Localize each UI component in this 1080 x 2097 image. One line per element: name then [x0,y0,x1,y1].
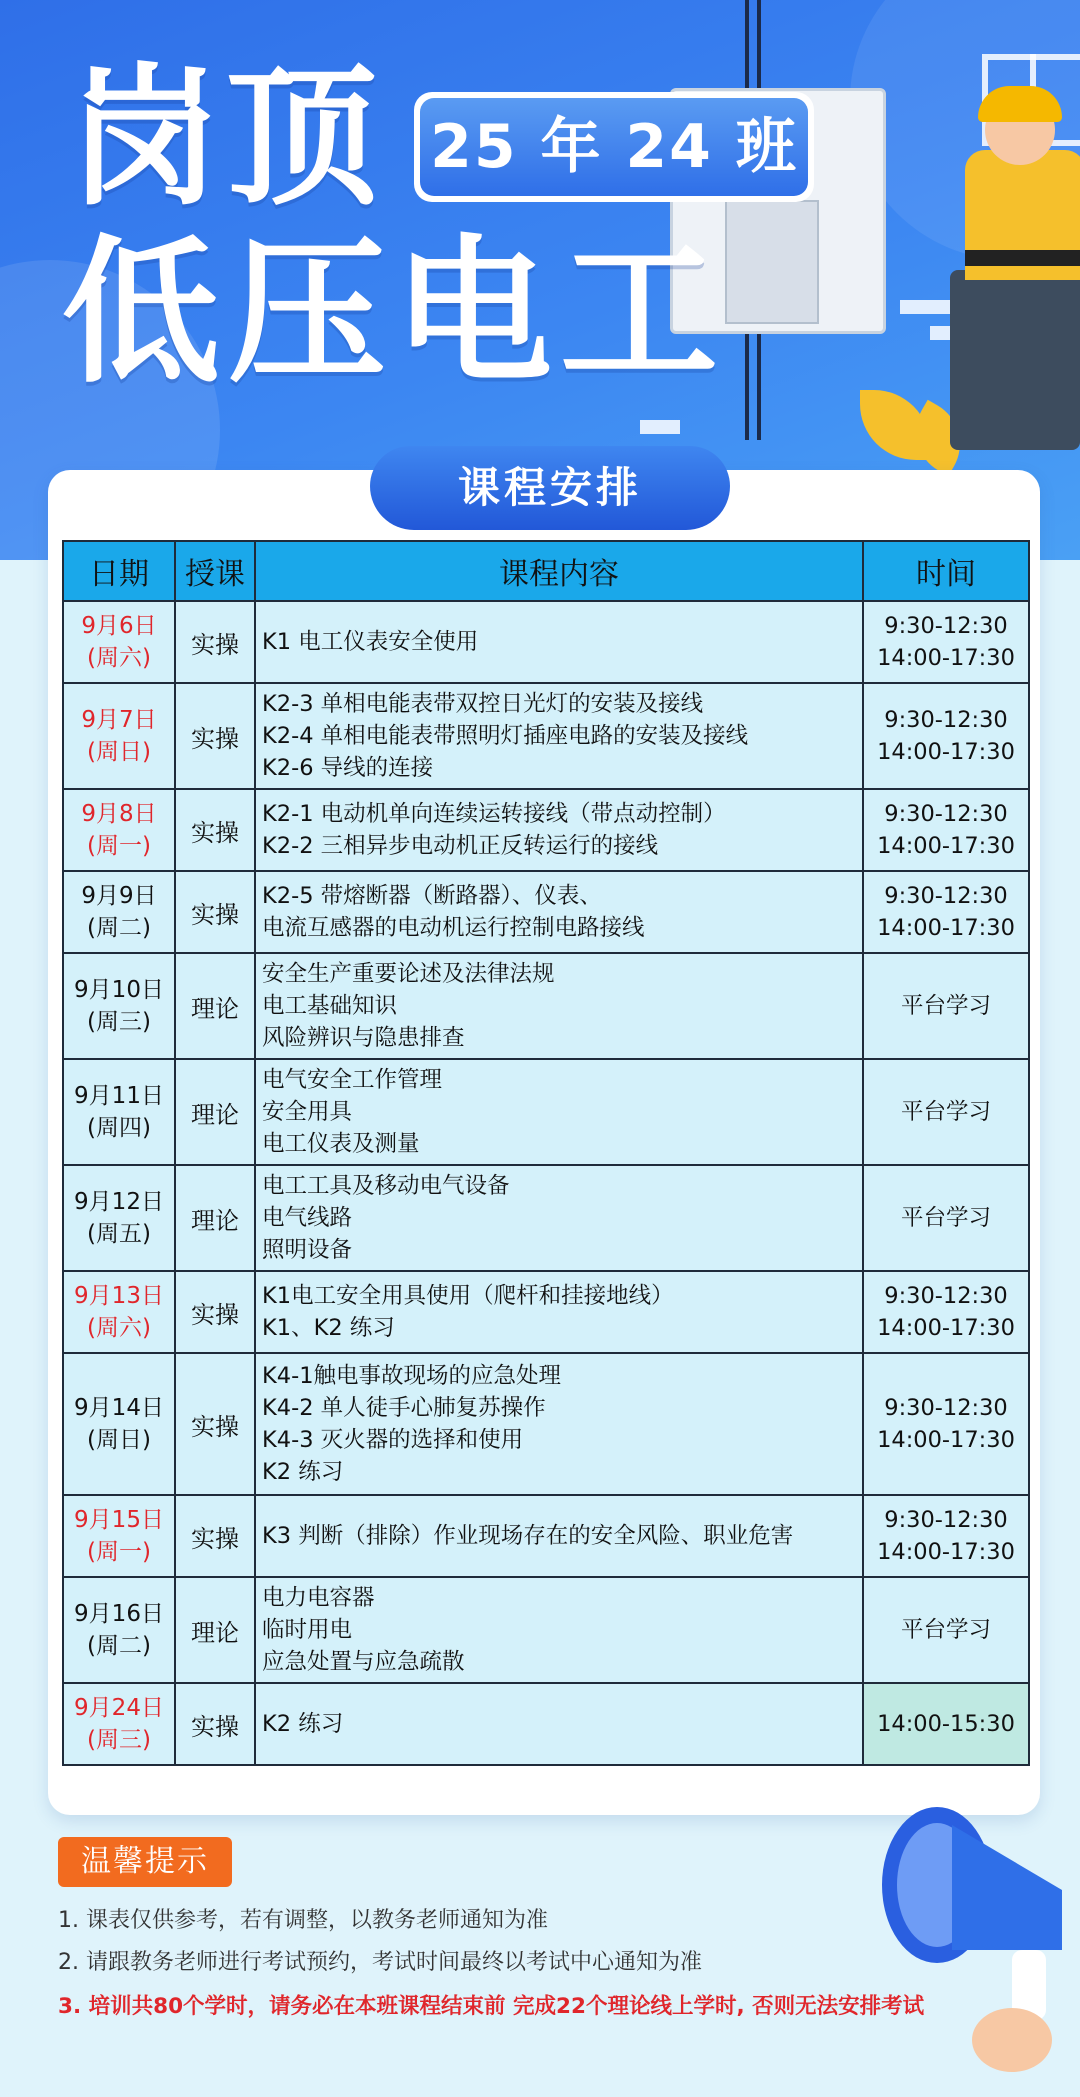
weekday-text: (周一) [87,1539,151,1565]
tip-item: 2. 请跟教务老师进行考试预约，考试时间最终以考试中心通知为准 [58,1950,702,1975]
cell-type: 实操 [175,601,255,683]
content-line: 风险辨识与隐患排查 [262,1025,465,1051]
weekday-text: (周二) [87,915,151,941]
time-line: 14:00-17:30 [877,1539,1015,1565]
date-text: 9月15日 [74,1507,164,1533]
cell-content [255,1353,863,1495]
content-line: 电工工具及移动电气设备 [262,1173,510,1199]
header-content: 课程内容 [255,541,863,601]
cell-date [63,601,175,683]
class-badge-text: 25 年 24 班 [420,98,808,196]
date-text: 9月7日 [81,707,157,733]
date-text: 9月12日 [74,1189,164,1215]
date-text: 9月6日 [81,613,157,639]
cell-date [63,953,175,1059]
table-row [63,953,1029,1059]
section-title: 课程安排 [370,446,730,530]
worker-belt [965,250,1080,266]
content-line: 照明设备 [262,1237,353,1263]
cell-date [63,1577,175,1683]
cell-content [255,1683,863,1765]
content-line: K1、K2 练习 [262,1315,395,1341]
cell-date [63,1059,175,1165]
time-line: 平台学习 [900,1205,991,1231]
table-row [63,871,1029,953]
worker-illustration [950,270,1080,450]
cell-time [863,1577,1029,1683]
content-line: 电气安全工作管理 [262,1067,443,1093]
cell-type: 理论 [175,1059,255,1165]
electrical-panel-inner [725,200,819,324]
cell-type: 实操 [175,871,255,953]
weekday-text: (周六) [87,1315,151,1341]
cell-content [255,1271,863,1353]
cell-time [863,1059,1029,1165]
content-line: K2-4 单相电能表带照明灯插座电路的安装及接线 [262,723,749,749]
cell-time [863,1353,1029,1495]
cell-content [255,789,863,871]
table-row [63,1271,1029,1353]
time-line: 14:00-17:30 [877,1427,1015,1453]
header-type: 授课 [175,541,255,601]
content-line: 电流互感器的电动机运行控制电路接线 [262,915,645,941]
date-text: 9月14日 [74,1395,164,1421]
weekday-text: (周六) [87,645,151,671]
content-line: K3 判断（排除）作业现场存在的安全风险、职业危害 [262,1523,794,1549]
cell-content [255,601,863,683]
table-row [63,683,1029,789]
header-date: 日期 [63,541,175,601]
cell-type: 实操 [175,1495,255,1577]
time-line: 9:30-12:30 [884,1395,1008,1421]
cell-type: 实操 [175,1271,255,1353]
content-line: K2-3 单相电能表带双控日光灯的安装及接线 [262,691,704,717]
title-line2: 低压电工 [62,221,726,405]
time-line: 14:00-17:30 [877,915,1015,941]
cell-type: 实操 [175,789,255,871]
content-line: 电工基础知识 [262,993,398,1019]
cell-date [63,871,175,953]
time-line: 9:30-12:30 [884,883,1008,909]
schedule-table [62,540,1030,1766]
table-row [63,1683,1029,1765]
cell-content [255,1495,863,1577]
time-line: 14:00-17:30 [877,645,1015,671]
worker-helmet-icon [978,86,1062,122]
table-row [63,1577,1029,1683]
tip-item-warning: 3. 培训共80个学时，请务必在本班课程结束前 完成22个理论线上学时, 否则无法安排考试 [58,1994,925,2019]
content-line: 安全用具 [262,1099,353,1125]
table-body [63,601,1029,1765]
cell-date [63,789,175,871]
content-line: K2-6 导线的连接 [262,755,434,781]
content-line: 应急处置与应急疏散 [262,1649,465,1675]
content-line: K2-1 电动机单向连续运转接线（带点动控制） [262,801,726,827]
header-time: 时间 [863,541,1029,601]
cell-content [255,1165,863,1271]
cell-time [863,1495,1029,1577]
cell-date [63,683,175,789]
weekday-text: (周四) [87,1115,151,1141]
weekday-text: (周二) [87,1633,151,1659]
content-line: K4-1触电事故现场的应急处理 [262,1363,562,1389]
time-line: 9:30-12:30 [884,801,1008,827]
cell-date [63,1353,175,1495]
time-line: 14:00-15:30 [877,1711,1015,1737]
content-line: 电力电容器 [262,1585,375,1611]
cell-content [255,1577,863,1683]
cell-content [255,683,863,789]
content-line: K1电工安全用具使用（爬杆和挂接地线） [262,1283,674,1309]
tip-item: 1. 课表仅供参考，若有调整，以教务老师通知为准 [58,1908,548,1933]
weekday-text: (周日) [87,739,151,765]
table-row [63,1059,1029,1165]
cell-type: 实操 [175,1683,255,1765]
weekday-text: (周三) [87,1727,151,1753]
cell-time [863,601,1029,683]
content-line: K1 电工仪表安全使用 [262,629,479,655]
weekday-text: (周一) [87,833,151,859]
time-line: 9:30-12:30 [884,707,1008,733]
time-line: 9:30-12:30 [884,613,1008,639]
content-line: 电工仪表及测量 [262,1131,420,1157]
date-text: 9月16日 [74,1601,164,1627]
cell-content [255,1059,863,1165]
table-row [63,1165,1029,1271]
date-text: 9月11日 [74,1083,164,1109]
cell-time [863,953,1029,1059]
date-text: 9月9日 [81,883,157,909]
table-row [63,1353,1029,1495]
time-line: 平台学习 [900,1099,991,1125]
content-line: K2-2 三相异步电动机正反转运行的接线 [262,833,659,859]
cell-date [63,1495,175,1577]
tips-label: 温馨提示 [58,1837,232,1887]
date-text: 9月10日 [74,977,164,1003]
content-line: K4-2 单人徒手心肺复苏操作 [262,1395,546,1421]
cell-type: 实操 [175,683,255,789]
time-line: 平台学习 [900,993,991,1019]
table-header-row [63,541,1029,601]
cell-time [863,789,1029,871]
cell-type: 理论 [175,1165,255,1271]
cell-type: 实操 [175,1353,255,1495]
date-text: 9月8日 [81,801,157,827]
weekday-text: (周五) [87,1221,151,1247]
table-row [63,601,1029,683]
time-line: 平台学习 [900,1617,991,1643]
cell-type: 理论 [175,1577,255,1683]
content-line: 临时用电 [262,1617,353,1643]
cell-date [63,1683,175,1765]
table-row [63,1495,1029,1577]
cell-date [63,1165,175,1271]
weekday-text: (周日) [87,1427,151,1453]
time-line: 9:30-12:30 [884,1507,1008,1533]
time-line: 14:00-17:30 [877,1315,1015,1341]
title-line1: 岗顶 [68,49,384,226]
content-line: K2-5 带熔断器（断路器）、仪表、 [262,883,602,909]
content-line: 安全生产重要论述及法律法规 [262,961,555,987]
cell-time [863,1165,1029,1271]
cell-time [863,683,1029,789]
content-line: 电气线路 [262,1205,353,1231]
content-line: K2 练习 [262,1711,344,1737]
class-badge [414,92,814,202]
megaphone-icon [862,1800,1080,2097]
time-line: 9:30-12:30 [884,1283,1008,1309]
table-row [63,789,1029,871]
cell-date [63,1271,175,1353]
date-text: 9月24日 [74,1695,164,1721]
cell-time [863,1683,1029,1765]
content-line: K2 练习 [262,1459,344,1485]
cell-time [863,1271,1029,1353]
time-line: 14:00-17:30 [877,739,1015,765]
cell-time [863,871,1029,953]
cell-type: 理论 [175,953,255,1059]
content-line: K4-3 灭火器的选择和使用 [262,1427,524,1453]
cell-content [255,953,863,1059]
date-text: 9月13日 [74,1283,164,1309]
cell-content [255,871,863,953]
time-line: 14:00-17:30 [877,833,1015,859]
weekday-text: (周三) [87,1009,151,1035]
